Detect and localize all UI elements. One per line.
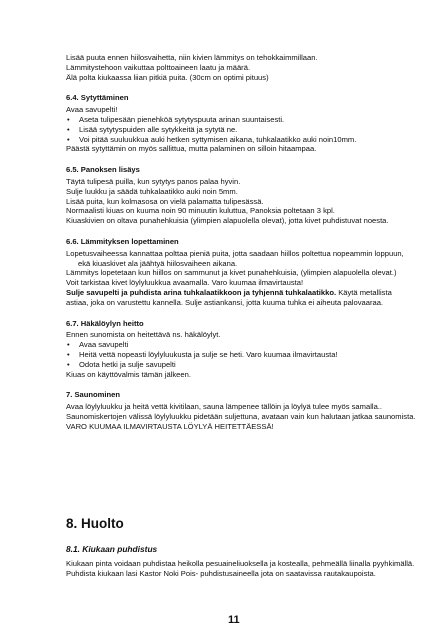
s8-body: [66, 559, 416, 579]
s67-line-1: Ennen sunomista on heitettävä ns. häkälöylyt.: [66, 330, 221, 340]
s67-bullet-3: • Odota hetki ja sulje savupelti: [66, 360, 416, 370]
section-6-7-heading: 6.7. Häkälöylyn heitto: [66, 318, 144, 328]
s65-hanging-paragraph: Kiuaskivien on oltava punahehkuisia (ylimpien alapuolella olevat), jotta kivet puhdistuvat noesta.: [66, 216, 389, 226]
intro-line-3: Älä polta kiukaassa liian pitkiä puita. (30cm on optimi pituus): [66, 72, 269, 82]
section-6-6-heading: 6.6. Lämmityksen lopettaminen: [66, 236, 179, 246]
s66-paragraph-2: Lämmitys lopetetaan kun hiillos on sammunut ja kivet punahehkuisia, (ylimpien alapuolella olevat.): [66, 268, 397, 278]
s65-line-2: Sulje luukku ja säädä tuhkalaatikko auki noin 5mm.: [66, 186, 238, 196]
s65-line-4: Normaalisti kiuas on kuuma noin 90 minuutin kuluttua, Panoksia poltetaan 3 kpl.: [66, 206, 335, 216]
s64-bullet-2: • Lisää sytytyspuiden alle sytykkeitä ja sytytä ne.: [66, 125, 416, 135]
section-7-heading: 7. Saunominen: [66, 390, 121, 400]
intro-line-1: Lisää puuta ennen hiilosvaihetta, niin kivien lämmitys on tehokkaimmillaan.: [66, 53, 318, 62]
section-6-4-heading: 6.4. Sytyttäminen: [66, 93, 129, 103]
s8-paragraph-1: Kiukaan pinta voidaan puhdistaa heikolla pesuaineliuoksella ja kostealla, pehmeällä liinalla pyyhkimällä.: [66, 559, 415, 568]
s66-check-line: Voit tarkistaa kivet löylyluukkua avaamalla. Varo kuumaa ilmavirtausta!: [66, 278, 304, 288]
section-8-1-heading: 8.1. Kiukaan puhdistus: [66, 544, 158, 554]
s67-bullet-list: [66, 340, 416, 369]
s66-bold-instruction: Sulje savupelti ja puhdista arina tuhkalaatikkoon ja tyhjennä tuhkalaatikko.: [66, 287, 337, 297]
s65-line-1: Täytä tulipesä puilla, kun sytytys panos palaa hyvin.: [66, 176, 241, 186]
s7-paragraph-1: Avaa löylyluukku ja heitä vettä kivitilaan, sauna lämpenee tällöin ja löylyä tulee myös samalla..: [66, 402, 383, 412]
s64-bullet-3: • Voi pitää suuluukkua auki hetken syttymisen aikana, tuhkalaatikko auki noin10mm.: [66, 135, 416, 145]
intro-line-2: Lämmitystehoon vaikuttaa polttoaineen laatu ja määrä.: [66, 62, 251, 72]
section-6-5-heading: 6.5. Panoksen lisäys: [66, 165, 140, 175]
s67-bullet-1: • Avaa savupelti: [66, 340, 416, 350]
s66-paragraph-3: [66, 288, 416, 308]
s67-bullet-2: • Heitä vettä nopeasti löylyluukusta ja sulje se heti. Varo kuumaa ilmavirtausta!: [66, 350, 416, 360]
s64-line-2: Päästä sytyttämin on myös sallittua, mutta palaminen on silloin hitaampaa.: [66, 144, 317, 154]
s67-line-2: Kiuas on käyttövalmis tämän jälkeen.: [66, 369, 191, 379]
s66-paragraph-1: Lopetusvaiheessa kannattaa polttaa pieniä puita, jotta saadaan hiillos poltettua nopeammin loppuun, ekä kiuaskivet ala jäähtyä hiilosvaiheen aikana.: [66, 248, 404, 268]
body-text-column: [66, 53, 416, 432]
s64-bullet-list: [66, 115, 416, 144]
page-number: 11: [228, 614, 240, 626]
s66-instruction-rest: Käytä metallista astiaa, joka on varustettu kannella. Sulje astiankansi, jotta kuuma tuhka ei aiheuta palovaaraa.: [66, 287, 392, 307]
s65-line-3: Lisää puita, kun kolmasosa on vielä palamatta tulipesässä.: [66, 196, 264, 206]
s8-paragraph-2: Puhdista kiukaan lasi Kastor Noki Pois- puhdistusaineella jota on saatavissa rautakaupoista.: [66, 568, 376, 578]
section-8-heading: 8. Huolto: [66, 516, 124, 531]
s64-bullet-1: • Aseta tulipesään pienehköä sytytyspuuta arinan suuntaisesti.: [66, 115, 416, 125]
s64-line-1: Avaa savupelti!: [66, 105, 118, 115]
s7-warning: VARO KUUMAA ILMAVIRTAUSTA LÖYLYÄ HEITETTÄESSÄ!: [66, 421, 274, 431]
s7-paragraph-2: Saunomiskertojen välissä löylyluukku pidetään suljettuna, avataan vain kun halutaan jatkaa saunomista.: [66, 411, 416, 421]
